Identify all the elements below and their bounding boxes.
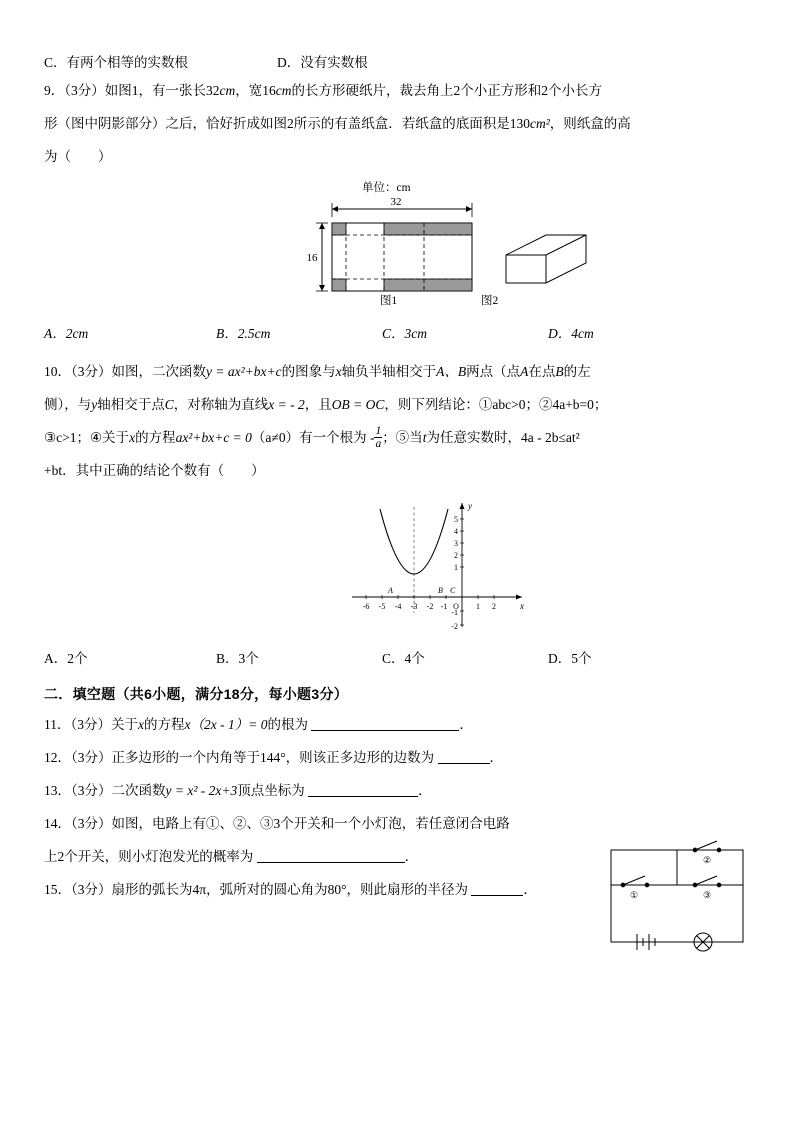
- q10-line-4: [44, 454, 750, 487]
- q10-frac-num: 1: [375, 425, 382, 438]
- q11-t3: 的根为: [267, 717, 308, 732]
- q9-figure: [44, 179, 750, 319]
- q13-answer-blank[interactable]: [308, 782, 418, 797]
- q10-equation: ax²+bx+c = 0: [175, 430, 252, 445]
- q15-answer-blank[interactable]: [471, 881, 523, 896]
- q10-function: y = ax²+bx+c: [206, 364, 282, 379]
- q10-ab: A、B: [436, 364, 467, 379]
- q10-line-1: [44, 355, 750, 388]
- q11-t2: 的方程: [144, 717, 185, 732]
- q9-choices: [44, 319, 750, 349]
- q10-line-3: [44, 421, 750, 454]
- q9-unit-3: cm²: [530, 116, 550, 131]
- q10-choices: [44, 644, 750, 674]
- q10-t1: 10．（3分）如图，二次函数: [44, 364, 206, 379]
- q10-t8: 轴相交于点: [97, 397, 165, 412]
- q10-B: B: [555, 364, 564, 379]
- svg-text:-2: -2: [426, 602, 434, 611]
- svg-text:y: y: [468, 501, 472, 511]
- choice-d: D．没有实数根: [277, 55, 368, 70]
- q10-C: C: [164, 397, 174, 412]
- q9-choice-a: A．2cm: [44, 326, 89, 341]
- question-9: [44, 74, 750, 173]
- q14-t2: 上2个开关，则小灯泡发光的概率为: [44, 849, 254, 864]
- q9-choice-d: D．4cm: [548, 326, 594, 341]
- q15-period: ．: [523, 882, 537, 897]
- figure-1-svg: [284, 193, 604, 303]
- svg-text:B: B: [438, 586, 443, 595]
- q10-frac-den: a: [375, 438, 382, 451]
- page-content: [44, 52, 750, 906]
- q9-text-4: 形（图中阴影部分）之后，恰好折成如图2所示的有盖纸盒．若纸盒的底面积是130: [44, 116, 530, 131]
- q10-line-2: [44, 388, 750, 421]
- question-8-choices: [44, 52, 750, 74]
- q10-ob-oc: OB = OC: [331, 397, 385, 412]
- q11-period: ．: [459, 717, 473, 732]
- q14-circuit-figure: [603, 830, 753, 980]
- q10-x2: x: [129, 430, 136, 445]
- svg-text:16: 16: [306, 252, 318, 264]
- figure-2-caption: 图2: [481, 295, 499, 307]
- q12-answer-blank[interactable]: [438, 749, 490, 764]
- q10-t14: （a≠0）有一个根为 -: [251, 430, 375, 445]
- question-10: [44, 355, 750, 487]
- svg-text:-4: -4: [394, 602, 402, 611]
- svg-text:O: O: [453, 602, 459, 611]
- q14-answer-blank[interactable]: [257, 848, 405, 863]
- svg-text:1: 1: [476, 602, 480, 611]
- q10-t12: ③c>1；④关于: [44, 430, 130, 445]
- svg-text:-1: -1: [451, 608, 458, 617]
- q10-t4: 两点（点: [466, 364, 521, 379]
- q9-text-5: ，则纸盒的高: [549, 116, 631, 131]
- q9-text-2: ，宽16: [235, 83, 276, 98]
- q10-t7: 侧），与: [44, 397, 92, 412]
- q9-unit-2: cm: [275, 83, 292, 98]
- q13-t1: 13．（3分）二次函数: [44, 783, 166, 798]
- figure-unit-label: 单位：cm: [362, 182, 411, 194]
- q10-A: A: [520, 364, 529, 379]
- q10-t3: 轴负半轴相交于: [341, 364, 437, 379]
- svg-text:32: 32: [390, 196, 402, 208]
- q9-unit-1: cm: [219, 83, 236, 98]
- svg-text:-3: -3: [410, 602, 418, 611]
- svg-text:-6: -6: [362, 602, 370, 611]
- svg-text:-1: -1: [440, 602, 448, 611]
- svg-text:x: x: [520, 601, 524, 611]
- q10-t17: +bt．其中正确的结论个数有（ ）: [44, 463, 265, 478]
- choice-c: C．有两个相等的实数根: [44, 55, 189, 70]
- q9-line-3: 为（ ）: [44, 149, 112, 164]
- q14-t1: 14．（3分）如图，电路上有①、②、③3个开关和一个小灯泡，若任意闭合电路: [44, 816, 510, 831]
- q10-t16: 为任意实数时，4a - 2b≤at²: [426, 430, 580, 445]
- q10-t11: ，则下列结论：①abc>0；②4a+b=0；: [384, 397, 608, 412]
- question-11: [44, 708, 750, 741]
- q9-line-2: [44, 107, 750, 140]
- q11-x: x: [138, 717, 144, 732]
- svg-text:2: 2: [454, 551, 458, 560]
- svg-text:-2: -2: [451, 622, 458, 631]
- q13-equation: y = x² - 2x+3: [165, 783, 238, 798]
- q10-y: y: [91, 397, 98, 412]
- svg-text:A: A: [388, 586, 393, 595]
- q10-t15: ；⑤当: [382, 430, 423, 445]
- section-2-title: 二．填空题（共6小题，满分18分，每小题3分）: [44, 686, 349, 702]
- q13-period: ．: [418, 783, 432, 798]
- q9-text-3: 的长方形硬纸片，裁去角上2个小正方形和2个小长方: [291, 83, 602, 98]
- figure-1-caption: 图1: [380, 295, 398, 307]
- svg-text:③: ③: [702, 890, 712, 900]
- q15-text: 15．（3分）扇形的弧长为4π，弧所对的圆心角为80°，则此扇形的半径为: [44, 882, 468, 897]
- q12-period: ．: [489, 750, 504, 765]
- q11-equation: x（2x - 1）= 0: [184, 717, 268, 732]
- svg-text:3: 3: [454, 539, 458, 548]
- q10-choice-d: D．5个: [548, 651, 592, 666]
- q10-x1: x: [335, 364, 342, 379]
- q9-text-1: 9．（3分）如图1，有一张长32: [44, 83, 220, 98]
- svg-text:4: 4: [454, 527, 458, 536]
- q10-figure: [44, 489, 750, 644]
- q10-t10: ，且: [304, 397, 332, 412]
- svg-text:-5: -5: [378, 602, 386, 611]
- q10-choice-b: B．3个: [216, 651, 259, 666]
- q10-choice-a: A．2个: [44, 651, 88, 666]
- q10-choice-c: C．4个: [382, 651, 425, 666]
- svg-text:②: ②: [702, 855, 712, 865]
- q10-t5: 在点: [528, 364, 556, 379]
- q14-period: ．: [404, 849, 419, 864]
- q9-line-1: [44, 74, 750, 107]
- svg-text:2: 2: [492, 602, 496, 611]
- q9-choice-b: B．2.5cm: [216, 326, 271, 341]
- svg-text:5: 5: [454, 515, 458, 524]
- svg-text:C: C: [450, 586, 456, 595]
- q11-t1: 11．（3分）关于: [44, 717, 138, 732]
- parabola-svg: [344, 489, 544, 639]
- svg-text:①: ①: [629, 890, 639, 900]
- question-13: [44, 774, 750, 807]
- q10-axis-eq: x = - 2: [268, 397, 305, 412]
- q10-t13: 的方程: [135, 430, 176, 445]
- q10-t6: 的左: [563, 364, 591, 379]
- svg-text:1: 1: [454, 563, 458, 572]
- q10-t2: 的图象与: [281, 364, 336, 379]
- q13-t2: 顶点坐标为: [237, 783, 305, 798]
- q10-t9: ，对称轴为直线: [173, 397, 269, 412]
- q9-choice-c: C．3cm: [382, 326, 427, 341]
- circuit-svg: [603, 830, 753, 965]
- q11-answer-blank[interactable]: [311, 716, 459, 731]
- question-12: [44, 741, 750, 774]
- q10-t-var: t: [422, 430, 427, 445]
- q12-text: 12．（3分）正多边形的一个内角等于144°，则该正多边形的边数为: [44, 750, 435, 765]
